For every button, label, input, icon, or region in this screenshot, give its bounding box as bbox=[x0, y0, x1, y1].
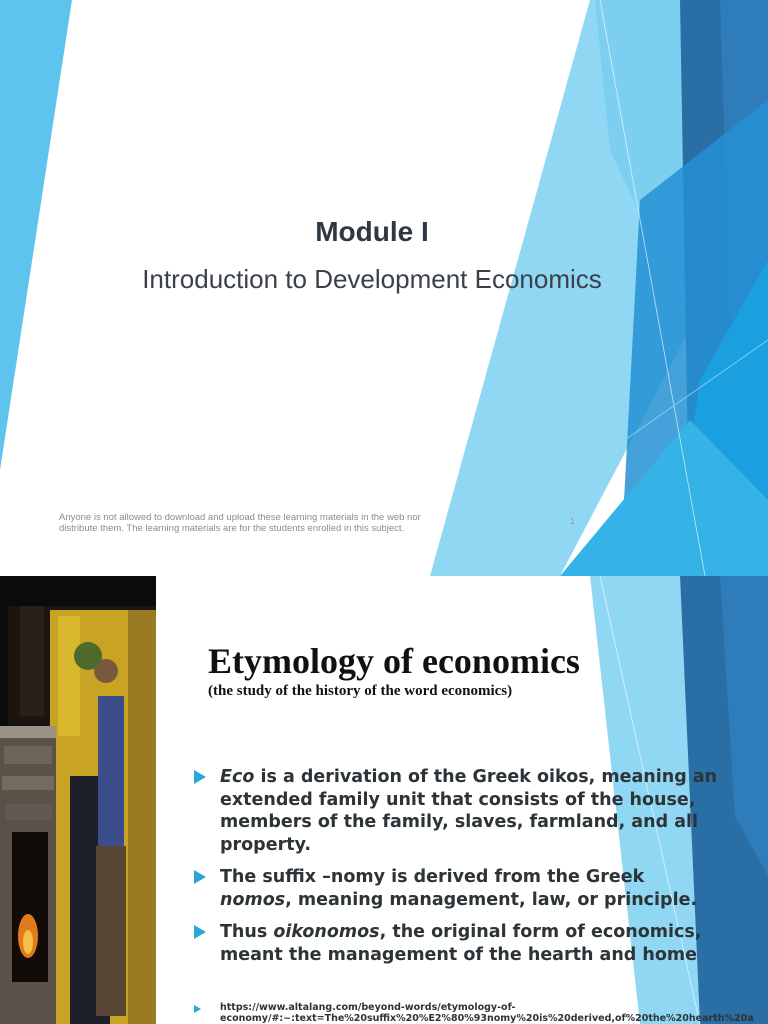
footer-line: Anyone is not allowed to download and upload these learning materials in the web nor bbox=[59, 512, 421, 523]
content-slide bbox=[0, 576, 768, 1024]
link-line[interactable]: economy/#:~:text=The%20suffix%20%E2%80%93nomy%20is%20derived,of%20the%20hearth%20a bbox=[220, 1013, 754, 1024]
footer-disclaimer bbox=[59, 512, 439, 534]
bullet-text: is a derivation of the Greek oikos, meaning an extended family unit that consists of the house, members of the family, slaves, farmland, and all property. bbox=[220, 767, 718, 855]
footer-line: distribute them. The learning materials are for the students enrolled in this subject. bbox=[59, 523, 405, 534]
bullet-arrow-icon bbox=[194, 1005, 201, 1013]
bullet-arrow-icon bbox=[194, 925, 206, 939]
slide-subtitle: (the study of the history of the word economics) bbox=[208, 683, 513, 699]
source-link[interactable] bbox=[192, 1002, 754, 1024]
link-line[interactable]: https://www.altalang.com/beyond-words/etymology-of- bbox=[220, 1002, 516, 1013]
slide-title: Module I bbox=[315, 216, 429, 247]
bullet-text: , the original form of economics, meant the management of the hearth and home bbox=[220, 922, 702, 965]
slide-title: Etymology of economics bbox=[208, 641, 580, 681]
bullet-italic: oikonomos bbox=[273, 922, 380, 942]
slide-subtitle: Introduction to Development Economics bbox=[142, 264, 602, 294]
bullet-item bbox=[192, 766, 722, 856]
bullet-text: The suffix –nomy is derived from the Greek bbox=[220, 867, 645, 887]
bullet-italic: nomos bbox=[220, 889, 286, 910]
bullet-text: Thus bbox=[220, 922, 274, 942]
bullet-item bbox=[192, 921, 722, 966]
bullet-arrow-icon bbox=[194, 870, 206, 884]
bullet-list bbox=[192, 766, 722, 976]
bullet-text: , meaning management, law, or principle. bbox=[285, 889, 698, 910]
bullet-italic: Eco bbox=[220, 767, 255, 787]
bullet-arrow-icon bbox=[194, 770, 206, 784]
bullet-item bbox=[192, 866, 722, 911]
fireplace-photo bbox=[0, 576, 156, 1024]
page-number: 1 bbox=[570, 516, 576, 526]
